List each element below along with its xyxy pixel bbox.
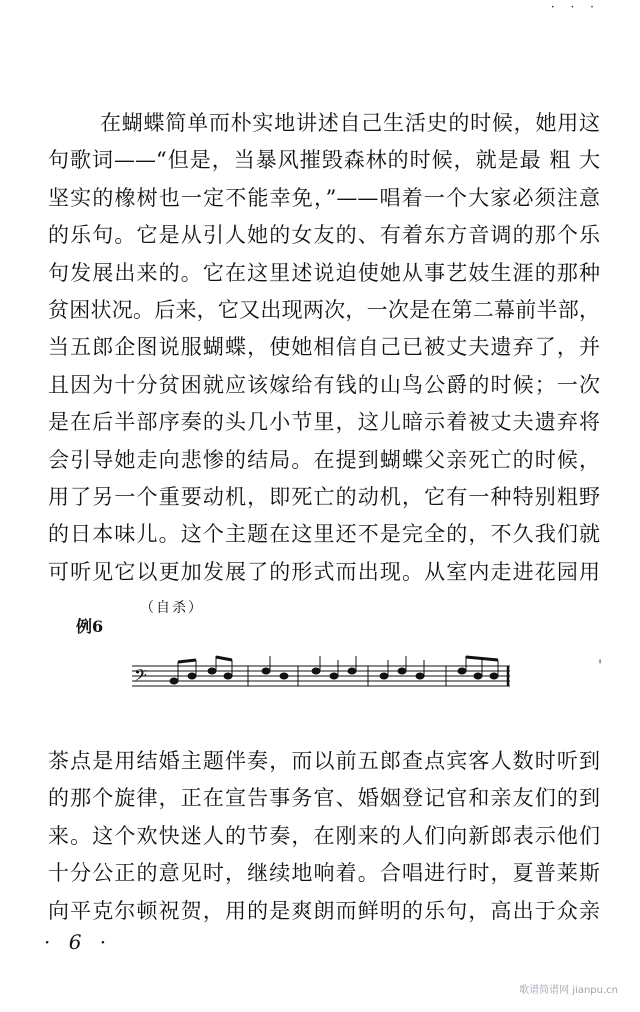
svg-text:𝄢: 𝄢 bbox=[134, 665, 147, 689]
text-line: 可听见它以更加发展了的形式而出现。从室内走进花园用 bbox=[48, 559, 600, 584]
text-line: 当五郎企图说服蝴蝶，使她相信自己已被丈夫遗弃了，并 bbox=[48, 335, 600, 360]
text-line: 茶点是用结婚主题伴奏，而以前五郎查点宾客人数时听到 bbox=[48, 749, 600, 773]
text-line: 来。这个欢快迷人的节奏，在刚来的人们向新郎表示他们 bbox=[48, 823, 600, 848]
text-line: 且因为十分贫困就应该嫁给有钱的山鸟公爵的时候；一次 bbox=[48, 372, 600, 397]
text-line: 句发展出来的。它在这里述说迫使她从事艺妓生涯的那种 bbox=[48, 260, 600, 285]
stray-mark: ' bbox=[598, 658, 602, 674]
watermark: 歌谱简谱网 jianpu.cn bbox=[519, 985, 618, 996]
text-line: 在蝴蝶简单而朴实地讲述自己生活史的时候，她用这 bbox=[100, 111, 600, 135]
text-line: 贫困状况。后来，它又出现两次，一次是在第二幕前半部， bbox=[48, 297, 600, 322]
text-line: 的那个旋律，正在宣告事务官、婚姻登记官和亲友们的到 bbox=[48, 786, 600, 811]
music-staff bbox=[128, 654, 514, 694]
top-marks: · · · bbox=[550, 0, 600, 14]
text-line: 用了另一个重要动机，即死亡的动机，它有一种特别粗野 bbox=[48, 484, 600, 509]
example-marking: （自杀） bbox=[140, 600, 204, 616]
text-line: 的日本味儿。这个主题在这里还不是完全的，不久我们就 bbox=[48, 522, 600, 547]
example-label: 例6 bbox=[76, 617, 104, 636]
text-line: 句歌词——“但是，当暴风摧毁森林的时候，就是最 粗 大 bbox=[48, 148, 600, 173]
text-line: 十分公正的意见时，继续地响着。合唱进行时，夏普莱斯 bbox=[48, 861, 600, 886]
paragraph-1 bbox=[48, 105, 600, 591]
text-line: 坚实的橡树也一定不能幸免，”——唱着一个大家必须注意 bbox=[48, 185, 600, 210]
page-number: · 6 · bbox=[44, 930, 113, 954]
paragraph-2 bbox=[48, 743, 600, 930]
text-line: 向平克尔顿祝贺，用的是爽朗而鲜明的乐句，高出于众亲 bbox=[48, 898, 600, 923]
text-line: 是在后半部序奏的头几小节里，这儿暗示着被丈夫遗弃将 bbox=[48, 410, 600, 435]
text-line: 的乐句。它是从引人她的女友的、有着东方音调的那个乐 bbox=[48, 223, 600, 248]
text-line: 会引导她走向悲惨的结局。在提到蝴蝶父亲死亡的时候， bbox=[48, 447, 600, 472]
